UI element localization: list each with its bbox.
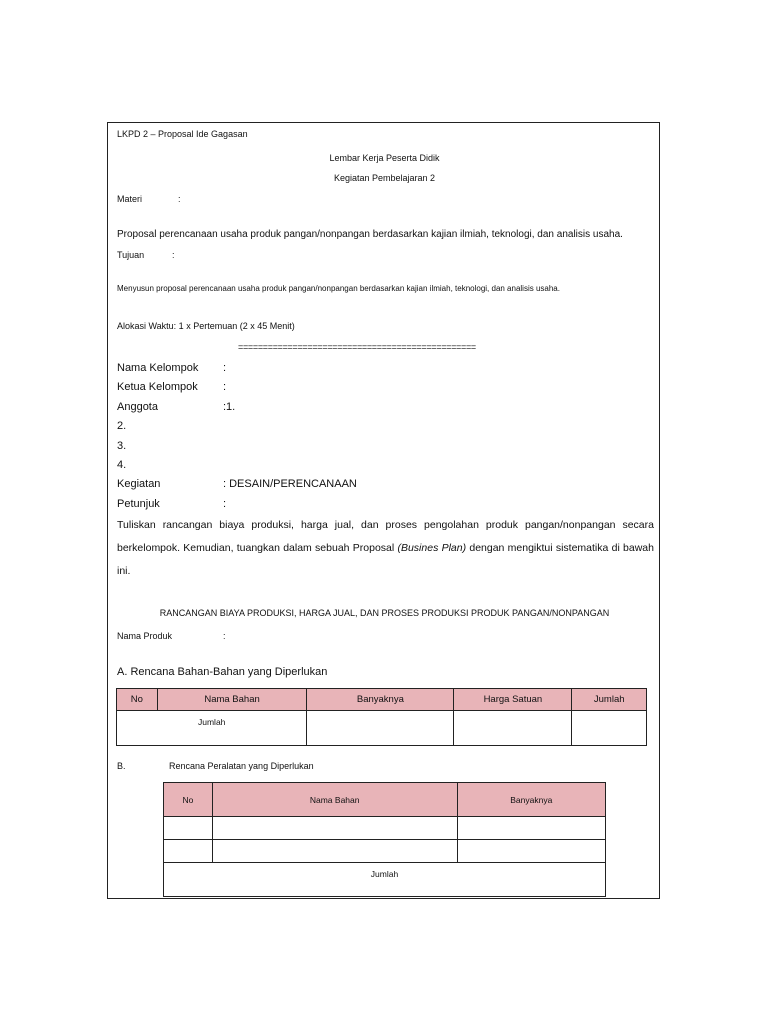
anggota-number-2: 2.: [117, 420, 127, 432]
section-b-letter: B.: [117, 761, 126, 771]
petunjuk-text-italic: (Busines Plan): [397, 542, 467, 554]
tujuan-colon: :: [172, 250, 175, 260]
col-jumlah: Jumlah: [572, 689, 647, 711]
document-title: Lembar Kerja Peserta Didik: [329, 153, 440, 163]
petunjuk-text-part2: dengan mengiktui sistematika di bawah ini.: [117, 542, 654, 577]
col-no: No: [117, 689, 158, 711]
table-row: [164, 863, 606, 897]
total-harga-cell[interactable]: [454, 711, 572, 746]
table-row: [117, 711, 647, 746]
petunjuk-text: [117, 514, 654, 583]
total-label: Jumlah: [164, 863, 606, 897]
table-row: [164, 817, 606, 840]
col-nama-bahan: Nama Bahan: [212, 783, 457, 817]
row2-no-cell[interactable]: [164, 840, 213, 863]
petunjuk-text-part1: Tuliskan rancangan biaya produksi, harga jual, dan proses pengolahan produk pangan/nonpangan secara berkelompok. Kemudian, tuangkan dalam sebuah Proposal: [117, 519, 654, 554]
ketua-kelompok-label: Ketua Kelompok: [117, 381, 198, 393]
materi-text: Proposal perencanaan usaha produk pangan/nonpangan berdasarkan kajian ilmiah, teknologi, dan analisis usaha.: [117, 229, 623, 240]
tujuan-label: Tujuan: [117, 250, 145, 260]
kegiatan-value: : DESAIN/PERENCANAAN: [223, 478, 357, 490]
anggota-number-4: 4.: [117, 459, 127, 471]
anggota-value: :1.: [223, 401, 236, 413]
tujuan-text: Menyusun proposal perencanaan usaha produk pangan/nonpangan berdasarkan kajian ilmiah, teknologi, dan analisis usaha.: [117, 284, 560, 293]
row1-banyaknya-cell[interactable]: [457, 817, 605, 840]
nama-produk-label: Nama Produk: [117, 631, 173, 641]
table-header-row: [117, 689, 647, 711]
materi-label: Materi: [117, 194, 143, 204]
bahan-table: [116, 688, 647, 746]
col-banyaknya: Banyaknya: [307, 689, 454, 711]
petunjuk-label: Petunjuk: [117, 498, 160, 510]
section-title: RANCANGAN BIAYA PRODUKSI, HARGA JUAL, DAN PROSES PRODUKSI PRODUK PANGAN/NONPANGAN: [159, 608, 610, 618]
alokasi-waktu: Alokasi Waktu: 1 x Pertemuan (2 x 45 Menit): [117, 321, 295, 331]
kegiatan-label: Kegiatan: [117, 478, 161, 490]
document-code: LKPD 2 – Proposal Ide Gagasan: [117, 129, 248, 139]
peralatan-table: [163, 782, 606, 897]
row2-nama-cell[interactable]: [212, 840, 457, 863]
section-divider: ================================================: [238, 342, 476, 352]
col-no: No: [164, 783, 213, 817]
nama-kelompok-colon: :: [223, 362, 227, 374]
anggota-number-3: 3.: [117, 440, 127, 452]
section-b-title: Rencana Peralatan yang Diperlukan: [169, 761, 314, 771]
table-header-row: [164, 783, 606, 817]
worksheet-page: [107, 122, 660, 899]
total-jumlah-cell[interactable]: [572, 711, 647, 746]
total-banyaknya-cell[interactable]: [307, 711, 454, 746]
row1-no-cell[interactable]: [164, 817, 213, 840]
row2-banyaknya-cell[interactable]: [457, 840, 605, 863]
document-subtitle: Kegiatan Pembelajaran 2: [333, 173, 436, 183]
col-harga-satuan: Harga Satuan: [454, 689, 572, 711]
col-banyaknya: Banyaknya: [457, 783, 605, 817]
anggota-label: Anggota: [117, 401, 158, 413]
nama-kelompok-label: Nama Kelompok: [117, 362, 199, 374]
nama-produk-colon: :: [223, 631, 226, 641]
col-nama-bahan: Nama Bahan: [157, 689, 307, 711]
petunjuk-colon: :: [223, 498, 227, 510]
section-a-title: A. Rencana Bahan-Bahan yang Diperlukan: [117, 666, 328, 678]
materi-colon: :: [178, 194, 181, 204]
table-row: [164, 840, 606, 863]
row1-nama-cell[interactable]: [212, 817, 457, 840]
total-label: Jumlah: [117, 711, 307, 746]
ketua-kelompok-colon: :: [223, 381, 227, 393]
